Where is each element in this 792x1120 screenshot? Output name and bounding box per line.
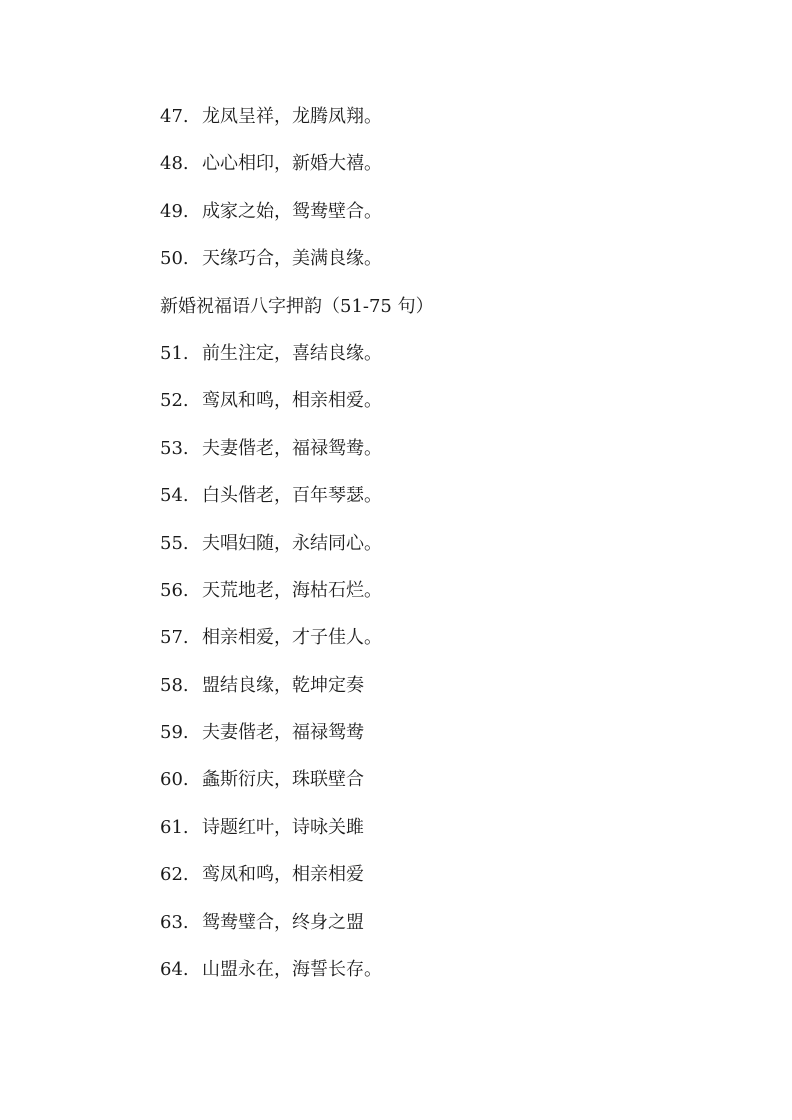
item-text: 成家之始，鸳鸯壁合。: [202, 200, 382, 222]
item-number: 61.: [160, 816, 189, 838]
item-number: 47.: [160, 106, 189, 127]
list-item: [160, 577, 720, 624]
list-item: [160, 956, 720, 1003]
item-number: 50.: [160, 248, 189, 270]
list-item: [160, 103, 720, 150]
list-item: [160, 766, 720, 813]
item-number: 60.: [160, 769, 189, 791]
item-number: 63.: [160, 911, 189, 933]
section-heading-text: 新婚祝福语八字押韵（51-75 句）: [160, 295, 434, 317]
item-number: 53.: [160, 437, 189, 459]
item-text: 白头偕老，百年琴瑟。: [202, 485, 382, 507]
list-item: [160, 150, 720, 197]
item-number: 59.: [160, 722, 189, 744]
list-item: [160, 340, 720, 387]
item-number: 58.: [160, 674, 189, 696]
list-item: [160, 482, 720, 529]
list-item: [160, 861, 720, 908]
list-item: [160, 814, 720, 861]
item-number: 56.: [160, 579, 189, 601]
list-item: [160, 387, 720, 434]
item-text: 夫妻偕老，福禄鸳鸯: [202, 722, 364, 744]
item-text: 鸾凤和鸣，相亲相爱。: [202, 390, 382, 412]
item-text: 心心相印，新婚大禧。: [202, 153, 382, 175]
item-text: 鸾凤和鸣，相亲相爱: [202, 864, 364, 886]
item-number: 54.: [160, 485, 189, 507]
item-number: 48.: [160, 153, 189, 175]
item-text: 前生注定，喜结良缘。: [202, 342, 382, 364]
list-item: [160, 909, 720, 956]
item-number: 49.: [160, 200, 189, 222]
item-number: 62.: [160, 864, 189, 886]
item-text: 山盟永在，海誓长存。: [202, 959, 382, 981]
list-item: [160, 624, 720, 671]
item-text: 螽斯衍庆，珠联壁合: [202, 769, 364, 791]
item-text: 鸳鸯璧合，终身之盟: [202, 911, 364, 933]
list-item: [160, 198, 720, 245]
list-item: [160, 672, 720, 719]
item-number: 55.: [160, 532, 189, 554]
item-text: 天缘巧合，美满良缘。: [202, 248, 382, 270]
item-number: 64.: [160, 959, 189, 981]
item-text: 夫唱妇随，永结同心。: [202, 532, 382, 554]
list-item: [160, 245, 720, 292]
item-number: 52.: [160, 390, 189, 412]
item-number: 51.: [160, 342, 189, 364]
item-text: 诗题红叶，诗咏关雎: [202, 816, 364, 838]
item-text: 龙凤呈祥，龙腾凤翔。: [202, 106, 382, 127]
list-item: [160, 530, 720, 577]
item-number: 57.: [160, 627, 189, 649]
item-text: 天荒地老，海枯石烂。: [202, 579, 382, 601]
text-lines: [160, 103, 720, 1003]
item-text: 夫妻偕老，福禄鸳鸯。: [202, 437, 382, 459]
item-text: 盟结良缘，乾坤定奏: [202, 674, 364, 696]
list-item: [160, 435, 720, 482]
item-text: 相亲相爱，才子佳人。: [202, 627, 382, 649]
section-heading: [160, 293, 720, 340]
list-item: [160, 719, 720, 766]
